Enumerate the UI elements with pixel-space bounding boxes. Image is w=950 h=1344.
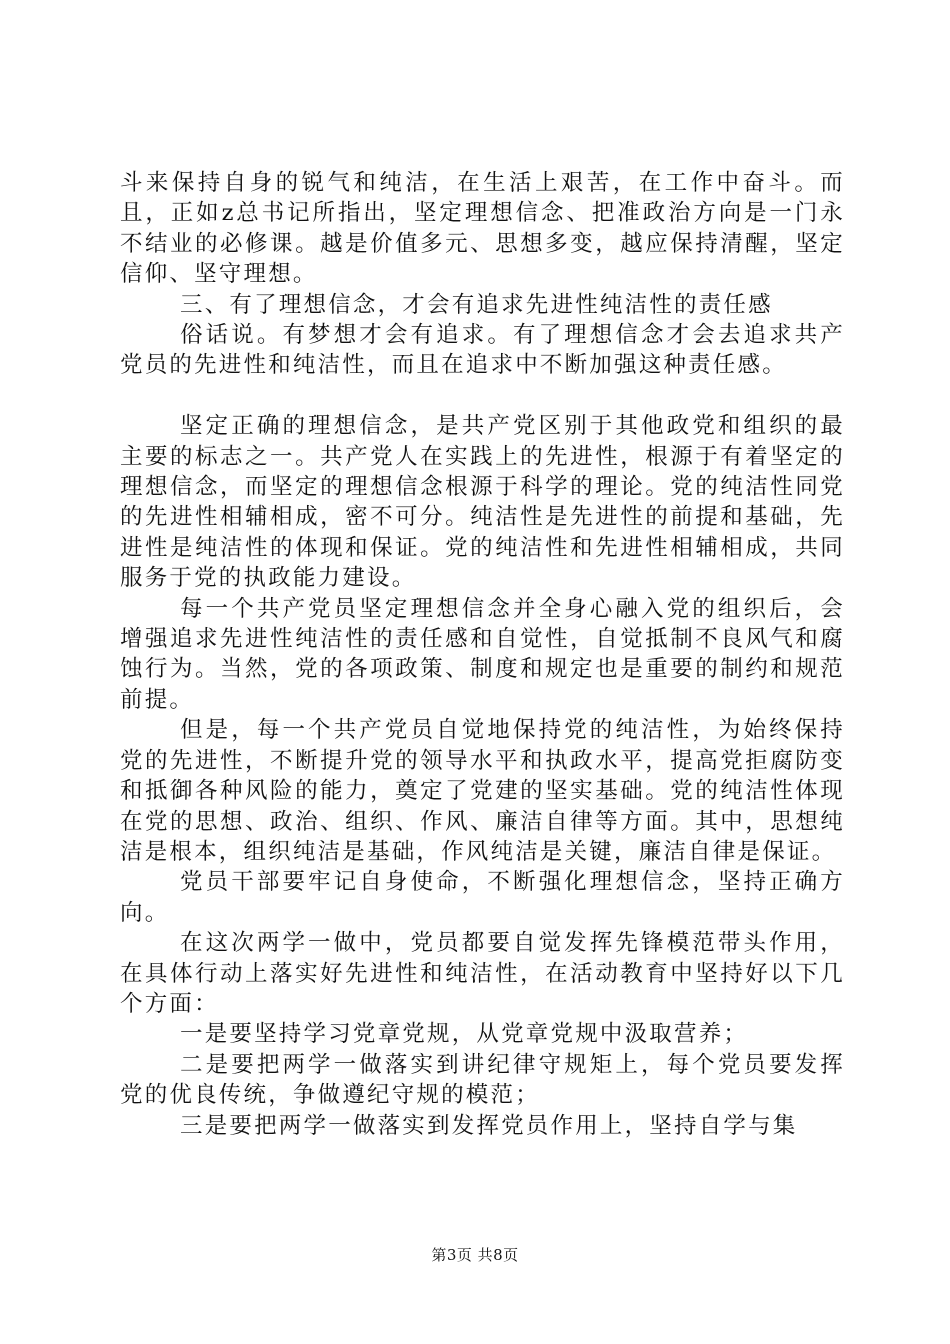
section-heading: 三、有了理想信念，才会有追求先进性纯洁性的责任感: [180, 291, 773, 318]
paragraph: 但是，每一个共产党员自觉地保持党的纯洁性，为始终保持党的先进性，不断提升党的领导水平和执政水平，提高党拒腐防变和抵御各种风险的能力，奠定了党建的坚实基础。党的纯洁性体现在党的思想、政治、组织、作风、廉洁自律等方面。其中，思想纯洁是根本，组织纯洁是基础，作风纯洁是关键，廉洁自律是保证。: [120, 717, 845, 865]
paragraph: 党员干部要牢记自身使命，不断强化理想信念，坚持正确方向。: [120, 869, 845, 926]
paragraph: 每一个共产党员坚定理想信念并全身心融入党的组织后，会增强追求先进性纯洁性的责任感和自觉性，自觉抵制不良风气和腐蚀行为。当然，党的各项政策、制度和规定也是重要的制约和规范前提。: [120, 595, 845, 713]
list-item: 三是要把两学一做落实到发挥党员作用上，坚持自学与集: [180, 1112, 798, 1139]
list-item: 二是要把两学一做落实到讲纪律守规矩上，每个党员要发挥党的优良传统，争做遵纪守规的模范；: [120, 1051, 845, 1109]
paragraph: 坚定正确的理想信念，是共产党区别于其他政党和组织的最主要的标志之一。共产党人在实践上的先进性，根源于有着坚定的理想信念，而坚定的理想信念根源于科学的理论。党的纯洁性同党的先进性相辅相成，密不可分。纯洁性是先进性的前提和基础，先进性是纯洁性的体现和保证。党的纯洁性和先进性相辅相成，共同服务于党的执政能力建设。: [120, 413, 845, 592]
blank-line: [120, 381, 845, 411]
paragraph: 在这次两学一做中，党员都要自觉发挥先锋模范带头作用，在具体行动上落实好先进性和纯洁性，在活动教育中坚持好以下几个方面：: [120, 930, 845, 1017]
page-number-footer: 第3页 共8页: [431, 1246, 519, 1264]
list-item: 一是要坚持学习党章党规，从党章党规中汲取营养；: [180, 1021, 749, 1048]
paragraph-continued: 斗来保持自身的锐气和纯洁，在生活上艰苦，在工作中奋斗。而且，正如z总书记所指出，坚定理想信念、把准政治方向是一门永不结业的必修课。越是价值多元、思想多变，越应保持清醒，坚定信仰、坚守理想。: [120, 170, 845, 288]
document-body: [120, 168, 845, 1141]
paragraph: 俗话说。有梦想才会有追求。有了理想信念才会去追求共产党员的先进性和纯洁性，而且在追求中不断加强这种责任感。: [120, 322, 845, 379]
